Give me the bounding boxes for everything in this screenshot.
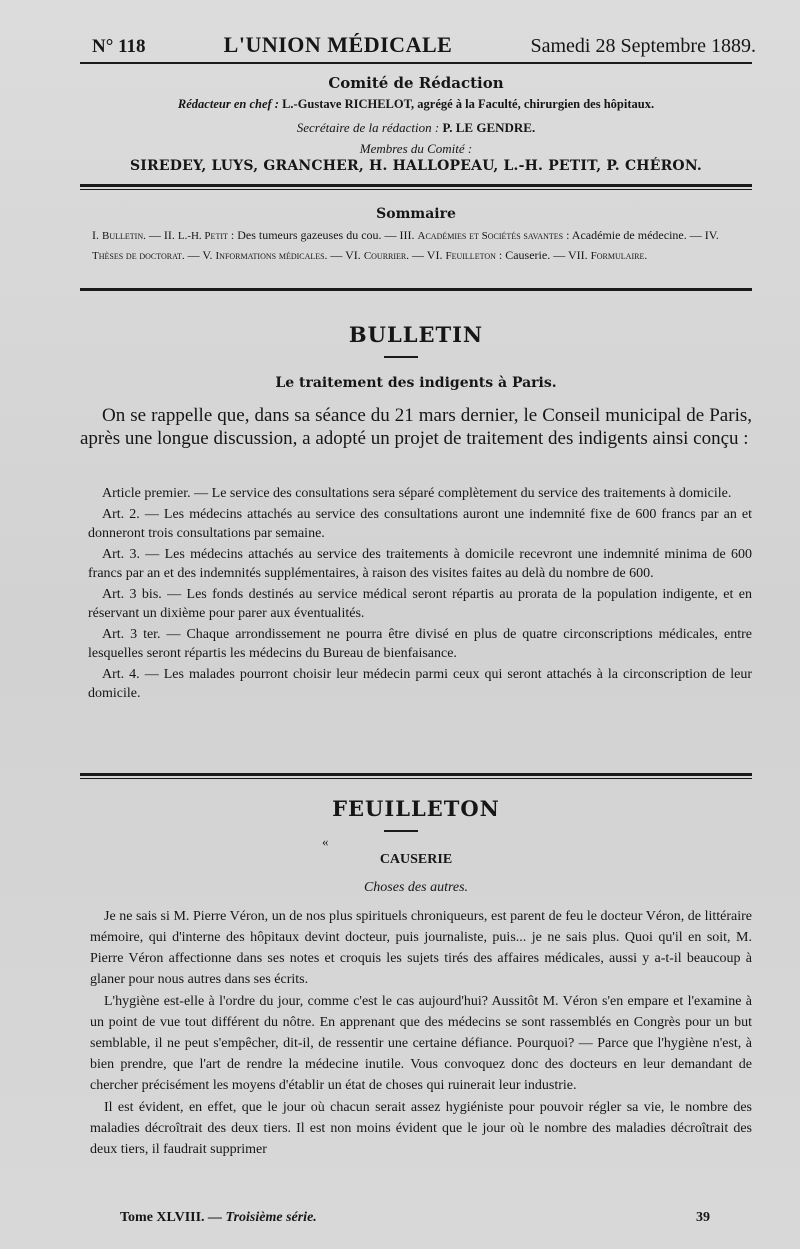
article-paragraph: Article premier. — Le service des consultations sera séparé complètement du service des traitements à domicile. bbox=[102, 486, 732, 501]
bulletin-intro: On se rappelle que, dans sa séance du 21 mars dernier, le Conseil municipal de Paris, après une longue discussion, a adopté un projet de traitement des indigents ainsi conçu : bbox=[80, 405, 752, 449]
comite-rule-2 bbox=[80, 189, 752, 190]
comite-rule-1 bbox=[80, 184, 752, 187]
bulletin-short-rule bbox=[384, 356, 418, 358]
feuilleton-paragraph: Je ne sais si M. Pierre Véron, un de nos plus spirituels chroniqueurs, est parent de feu le docteur Véron, de littéraire mémoire, qui d'interne des hôpitaux devint docteur, puis journaliste, puis... je ne sais plus. Quoi qu'il en soit, M. Pierre Véron affectionne dans ses notes et croquis les sujets tirés des affaires médicales, aussi y a-t-il beaucoup à glaner pour nous autres dans ses écrits. bbox=[90, 909, 752, 987]
articles-list bbox=[88, 484, 752, 705]
sommaire-item: — VI. Courrier. bbox=[330, 248, 410, 262]
choses-subheading: Choses des autres. bbox=[363, 880, 469, 895]
article-paragraph: Art. 3. — Les médecins attachés au service des traitements à domicile recevront une indemnité minima de 600 francs par an et des indemnités supplémentaires, à raison des visites faites au delà du nombre de 600. bbox=[88, 547, 752, 581]
tome-label: Tome XLVIII. — Troisième série. bbox=[120, 1210, 317, 1225]
article-paragraph: Art. 3 bis. — Les fonds destinés au service médical seront répartis au prorata de la population indigente, et en réservant un dixième pour parer aux éventualités. bbox=[88, 587, 753, 621]
sommaire-item: — VII. Formulaire. bbox=[553, 248, 648, 262]
feuilleton-short-rule bbox=[384, 830, 418, 832]
feuilleton-body bbox=[90, 906, 752, 1161]
feuilleton-rule-1 bbox=[80, 773, 752, 776]
page-footer bbox=[120, 1210, 710, 1226]
redacteur-name: L.-Gustave RICHELOT, agrégé à la Faculté, chirurgien des hôpitaux. bbox=[282, 97, 655, 111]
comite-title: Comité de Rédaction bbox=[328, 74, 504, 92]
page-header bbox=[92, 32, 756, 58]
sommaire-rule bbox=[80, 288, 752, 291]
secretaire-label: Secrétaire de la rédaction : bbox=[296, 120, 440, 135]
sommaire-item: — V. Informations médicales. bbox=[187, 248, 328, 262]
feuilleton-paragraph: Il est évident, en effet, que le jour où chacun serait assez hygiéniste pour pouvoir régler sa vie, le nombre des maladies décroîtrait des deux tiers. Il est non moins évident que le jour où le nombre des maladies décroîtrait des deux tiers, il faudrait supprimer bbox=[90, 1100, 752, 1157]
header-rule bbox=[80, 62, 752, 64]
feuilleton-title: FEUILLETON bbox=[332, 796, 500, 821]
sommaire-item: — VI. Feuilleton : Causerie. bbox=[412, 248, 551, 262]
sommaire-item: — III. Académies et Sociétés savantes : Académie de médecine. bbox=[384, 228, 687, 242]
secretaire-line bbox=[80, 120, 752, 136]
issue-number: N° 118 bbox=[92, 36, 146, 57]
article-paragraph: Art. 4. — Les malades pourront choisir leur médecin parmi ceux qui seront attachés à la circonscription de leur domicile. bbox=[88, 667, 752, 701]
sommaire-list bbox=[92, 226, 752, 266]
sommaire-item: — II. L.-H. Petit : Des tumeurs gazeuses du cou. bbox=[148, 228, 382, 242]
journal-name: L'UNION MÉDICALE bbox=[223, 32, 453, 57]
article-paragraph: Art. 2. — Les médecins attachés au service des consultations auront une indemnité fixe de 600 francs par an et donneront trois consultations par semaine. bbox=[88, 507, 753, 541]
bulletin-subtitle: Le traitement des indigents à Paris. bbox=[275, 375, 557, 391]
feuilleton-paragraph: L'hygiène est-elle à l'ordre du jour, comme c'est le cas aujourd'hui? Aussitôt M. Véron s'en empare et l'examine à un point de vue tout différent du nôtre. En apprenant que des médecins se sont rassemblés en Congrès pour un but semblable, il ne peut s'empêcher, dit-il, de ressentir une certaine défiance. Pourquoi? — Parce que l'hygiène n'est, à bien prendre, que l'art de rendre la médecine inutile. Vous convoquez donc des docteurs en leur demandant de chercher précisément les moyens d'établir un état de choses qui ruinerait leur industrie. bbox=[90, 994, 752, 1093]
bulletin-title: BULLETIN bbox=[348, 322, 484, 347]
quote-mark: « bbox=[322, 834, 329, 849]
redacteur-line bbox=[80, 97, 752, 112]
sommaire-item: I. Bulletin. bbox=[92, 228, 146, 242]
membres-label: Membres du Comité : bbox=[359, 141, 473, 156]
issue-date: Samedi 28 Septembre 1889. bbox=[530, 35, 756, 57]
page-number: 39 bbox=[696, 1210, 710, 1225]
redacteur-label: Rédacteur en chef : bbox=[177, 97, 279, 111]
sommaire-item: — IV. Thèses de doctorat. bbox=[92, 228, 719, 262]
secretaire-name: P. LE GENDRE. bbox=[442, 120, 536, 135]
sommaire-title: Sommaire bbox=[376, 206, 456, 222]
causerie-heading: CAUSERIE bbox=[379, 852, 453, 867]
membres-list: SIREDEY, LUYS, GRANCHER, H. HALLOPEAU, L.-H. PETIT, P. CHÉRON. bbox=[129, 158, 702, 174]
feuilleton-rule-2 bbox=[80, 778, 752, 779]
article-paragraph: Art. 3 ter. — Chaque arrondissement ne pourra être divisé en plus de quatre circonscriptions médicales, entre lesquelles seront répartis les médecins du Bureau de bienfaisance. bbox=[88, 627, 752, 661]
